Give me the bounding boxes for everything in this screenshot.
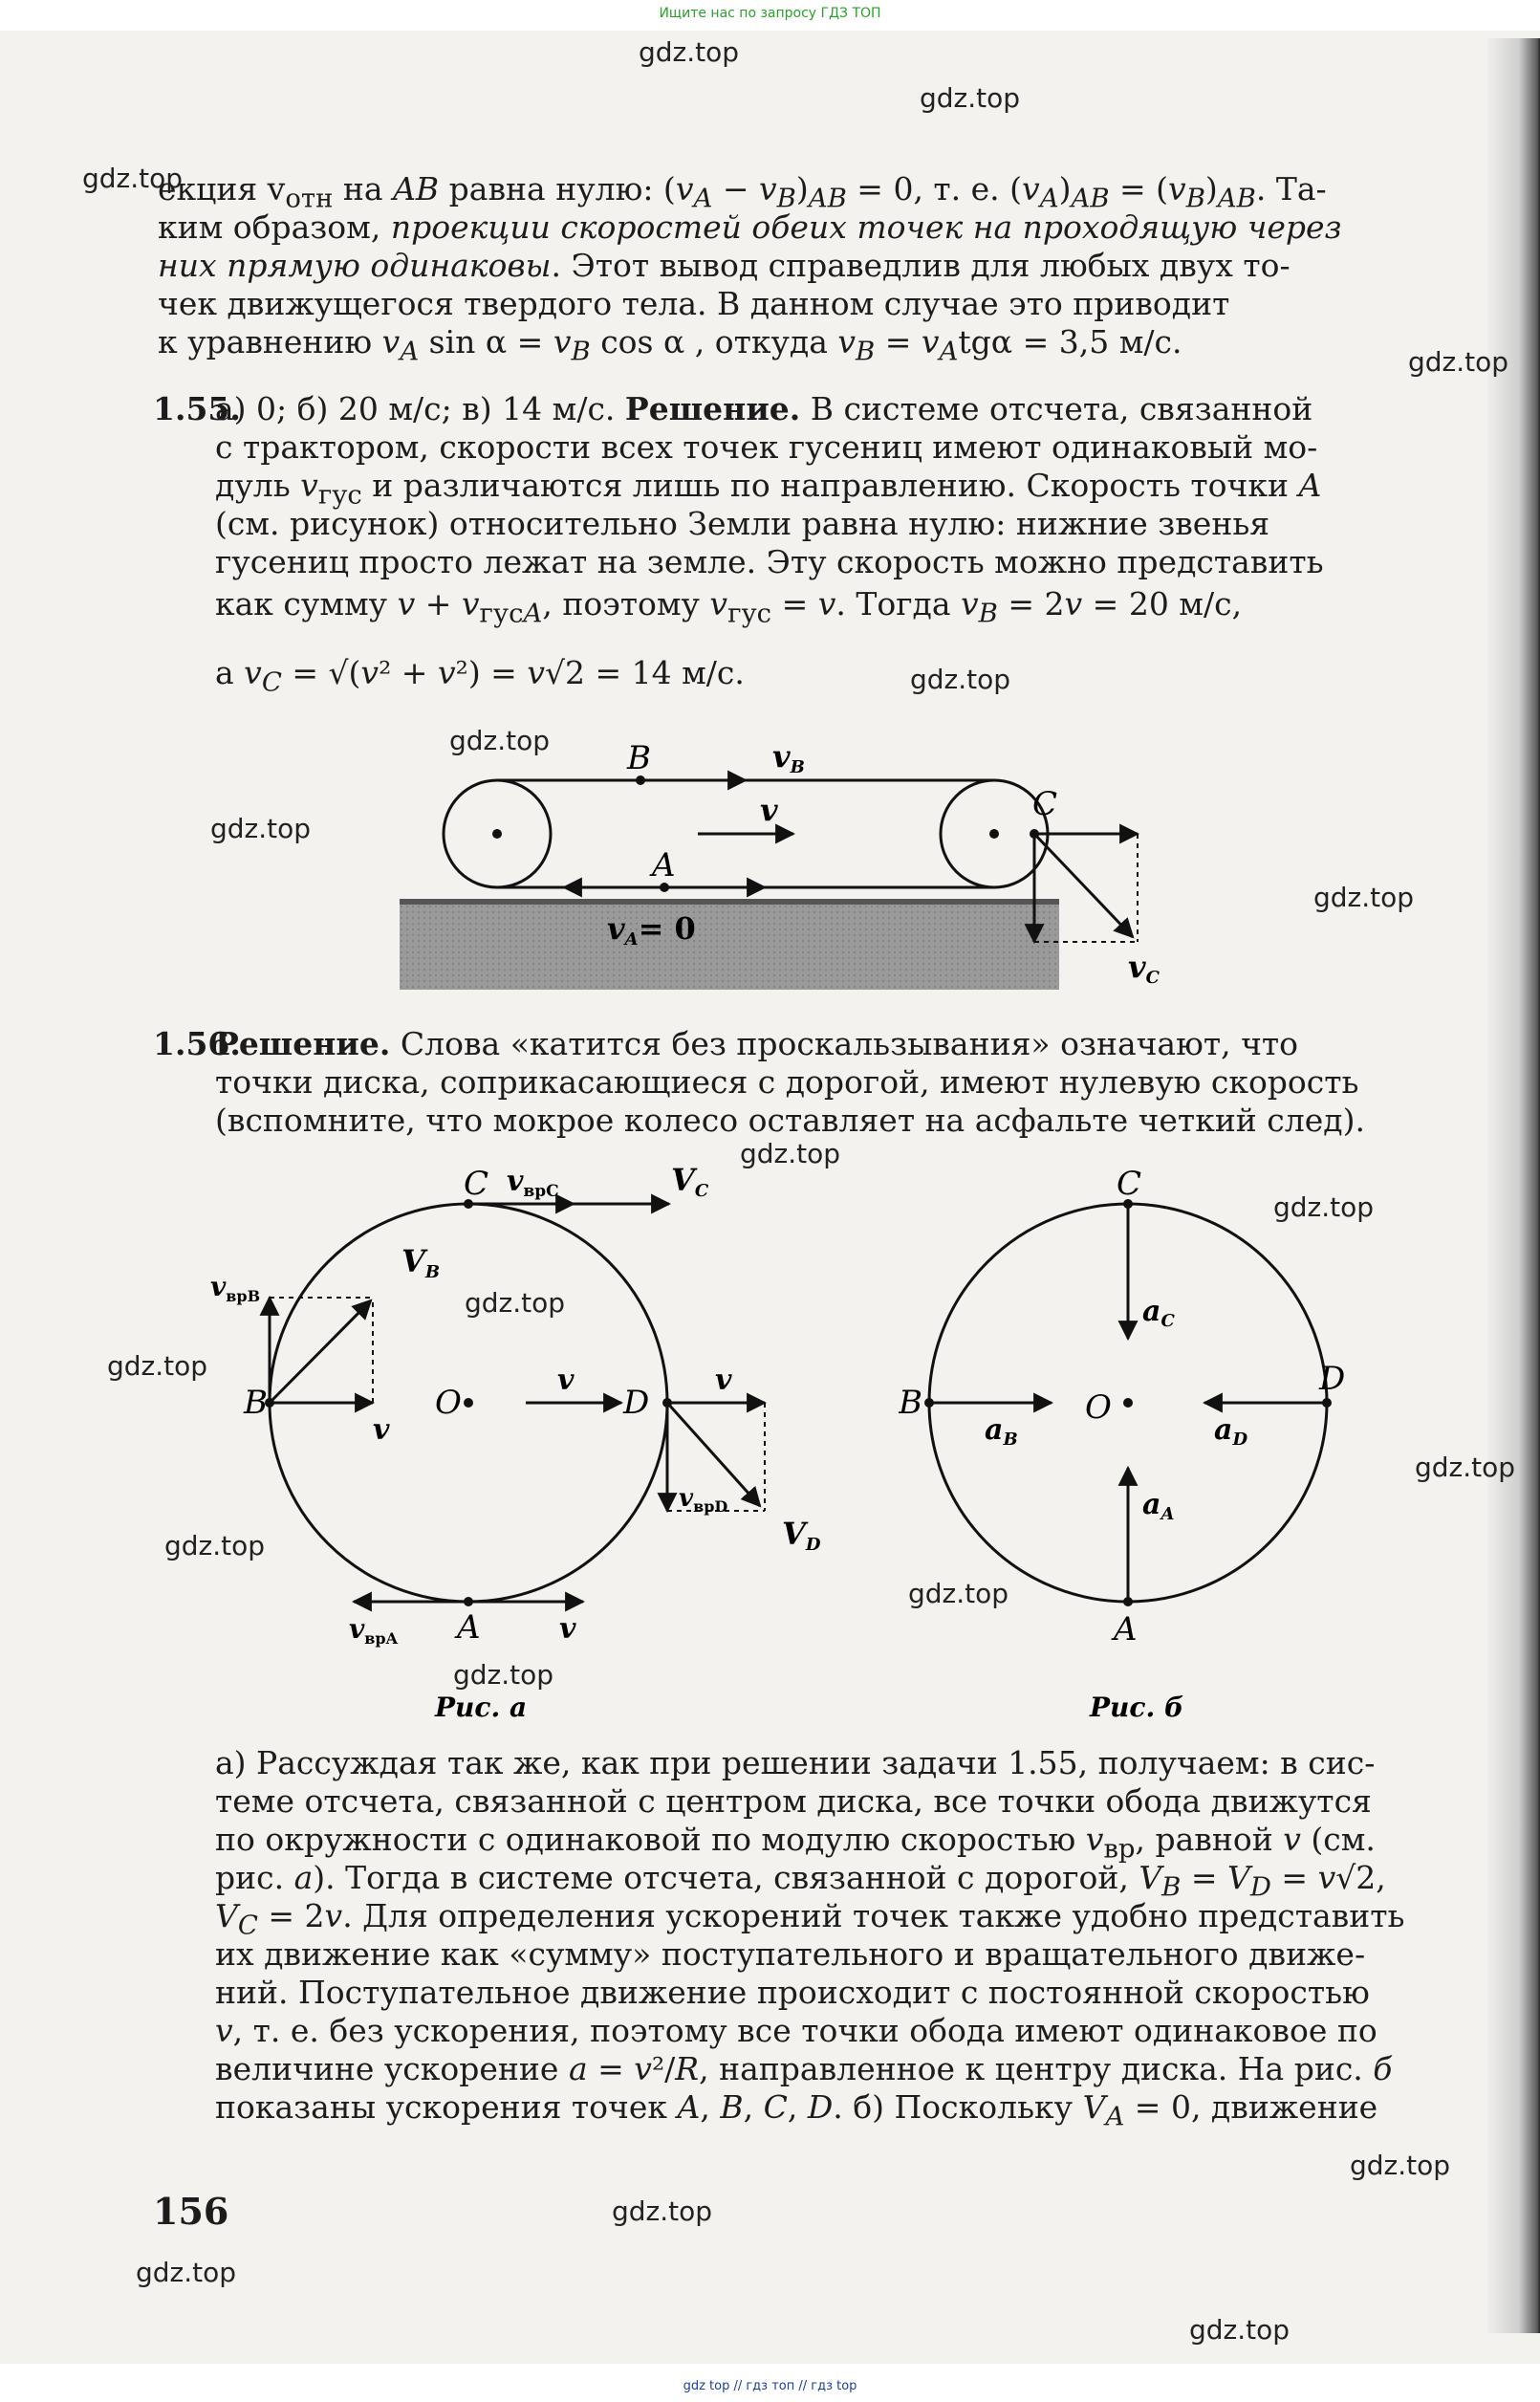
point-label: C [464, 1165, 489, 1203]
point-label: O [1085, 1388, 1112, 1427]
vector-label: v [557, 1364, 575, 1397]
watermark: gdz.top [920, 82, 1021, 114]
vector-label: v [715, 1364, 732, 1397]
vector-label: $v_{врA}$ [349, 1613, 398, 1648]
watermark: gdz.top [1415, 1452, 1516, 1483]
figure-b-disk-accelerations [899, 1152, 1396, 1745]
text-line: к уравнению $v_A$ $\sin \alpha = v_B$ cos α , откуда $v_B = v_Atg\alpha = 3,5$ м/с. [158, 323, 1182, 367]
text-line: рис. а). Тогда в системе отсчета, связанной с дорогой, $V_B = V_D = v√2$, [215, 1859, 1386, 1903]
text-line: гусениц просто лежат на земле. Эту скорость можно представить [215, 543, 1324, 580]
watermark: gdz.top [82, 163, 184, 194]
text-line: $V_C = 2v$. Для определения ускорений точек также удобно представить [215, 1897, 1405, 1941]
page-edge-shadow [1487, 38, 1540, 2333]
point-label: D [1319, 1360, 1346, 1398]
vector-label: vB [772, 738, 805, 777]
vector-label: $v_{врB}$ [210, 1271, 261, 1305]
point-label: A [457, 1608, 481, 1647]
point-label: B [244, 1384, 268, 1422]
point-label: A [1114, 1610, 1138, 1649]
point-label: B [899, 1384, 922, 1422]
watermark: gdz.top [1189, 2314, 1291, 2346]
watermark: gdz.top [1408, 346, 1509, 378]
bottom-banner [0, 2364, 1540, 2402]
bottom-banner-text: gdz top // гдз топ // гдз top [683, 2379, 857, 2393]
watermark: gdz.top [1273, 1191, 1375, 1223]
vector-label: VC [671, 1162, 709, 1201]
vector-label: $a_C$ [1142, 1295, 1175, 1331]
watermark: gdz.top [740, 1138, 841, 1169]
text-line: а) 0; б) 20 м/с; в) 14 м/с. Решение. В системе отсчета, связанной [215, 390, 1313, 427]
top-banner-text: Ищите нас по запросу ГДЗ ТОП [659, 6, 881, 21]
text-line: (см. рисунок) относительно Земли равна нулю: нижние звенья [215, 505, 1270, 542]
text-line: них прямую одинаковы. Этот вывод справедлив для любых двух то- [158, 247, 1291, 284]
point-label: D [623, 1384, 650, 1422]
text-line: с трактором, скорости всех точек гусениц имеют одинаковый мо- [215, 428, 1318, 466]
text-line: ний. Поступательное движение происходит с постоянной скоростью [215, 1974, 1370, 2011]
problem-number: 1.56. [153, 1025, 241, 1062]
figure-a-disk-velocities [210, 1152, 956, 1745]
page-number: 156 [153, 2190, 229, 2233]
figure-caption: Рис. а [435, 1692, 528, 1723]
text-line: теме отсчета, связанной с центром диска, все точки обода движутся [215, 1782, 1372, 1820]
text-line: екция $v_{отн}$ на AB равна нулю: $(v_A - v_B)_{AB} = 0$, т. е. $(v_A)_{AB} = (v_B)_{AB}$. Та- [158, 170, 1327, 214]
figure-caption: Рис. б [1090, 1692, 1184, 1723]
text-line: показаны ускорения точек A, B, C, D. б) Поскольку $V_A = 0$, движение [215, 2088, 1378, 2132]
top-banner [0, 0, 1540, 31]
vector-label: v [760, 792, 778, 828]
vector-label: vA= 0 [607, 910, 696, 950]
vector-label: v [373, 1413, 390, 1447]
vector-label: VD [782, 1516, 821, 1555]
text-line: как сумму $v + v_{гусA}$, поэтому $v_{гус} = v$. Тогда $v_B = 2v = 20$ м/с, [215, 585, 1243, 629]
ground [400, 899, 1059, 990]
text-line: по окружности с одинаковой по модулю скоростью $v_{вр}$, равной v (см. [215, 1821, 1376, 1865]
watermark: gdz.top [210, 813, 312, 844]
point-label: A [652, 846, 676, 884]
point-label: C [1032, 785, 1058, 823]
vector-label: vC [1128, 949, 1160, 988]
vector-label: v [559, 1612, 576, 1646]
watermark: gdz.top [449, 725, 551, 756]
point-label: B [627, 739, 651, 777]
problem-number: 1.55. [153, 390, 241, 427]
text-line: величине ускорение a = v²/R, направленное к центру диска. На рис. б [215, 2050, 1393, 2087]
vector-label: $a_D$ [1214, 1413, 1248, 1450]
vector-label: $a_A$ [1142, 1488, 1175, 1524]
text-line: Решение. Слова «катится без проскальзывания» означают, что [215, 1025, 1299, 1062]
watermark: gdz.top [910, 664, 1011, 695]
watermark: gdz.top [639, 36, 740, 68]
watermark: gdz.top [1350, 2150, 1451, 2181]
vector-label: $v_{врD}$ [679, 1484, 728, 1516]
text-line: чек движущегося твердого тела. В данном случае это приводит [158, 285, 1230, 322]
watermark: gdz.top [1313, 882, 1415, 913]
text-line: дуль $v_{гус}$ и различаются лишь по направлению. Скорость точки A [215, 467, 1322, 511]
velocity-arrow [270, 1300, 371, 1403]
vector-label: $a_B$ [985, 1413, 1018, 1450]
vector-label: VB [401, 1243, 441, 1282]
vector-label: $v_{врC}$ [507, 1165, 559, 1201]
track-figure [382, 727, 1166, 1004]
point-label: O [435, 1384, 462, 1422]
watermark: gdz.top [612, 2195, 713, 2227]
watermark: gdz.top [136, 2257, 237, 2288]
text-line: а $v_C = √(v^2 + v^2) = v√2 = 14$ м/с. [215, 654, 745, 698]
point-label: C [1117, 1165, 1142, 1203]
watermark: gdz.top [164, 1530, 266, 1561]
watermark: gdz.top [107, 1350, 208, 1382]
watermark: gdz.top [908, 1578, 1009, 1609]
watermark: gdz.top [465, 1287, 566, 1319]
text-line: ким образом, проекции скоростей обеих точек на проходящую через [158, 208, 1342, 246]
text-line: а) Рассуждая так же, как при решении задачи 1.55, получаем: в сис- [215, 1744, 1376, 1781]
text-line: точки диска, соприкасающиеся с дорогой, имеют нулевую скорость [215, 1063, 1359, 1101]
watermark: gdz.top [453, 1659, 554, 1691]
text-line: их движение как «сумму» поступательного и вращательного движе- [215, 1935, 1366, 1973]
text-line: v, т. е. без ускорения, поэтому все точки обода имеют одинаковое по [215, 2012, 1377, 2049]
text-line: (вспомните, что мокрое колесо оставляет на асфальте четкий след). [215, 1102, 1365, 1139]
